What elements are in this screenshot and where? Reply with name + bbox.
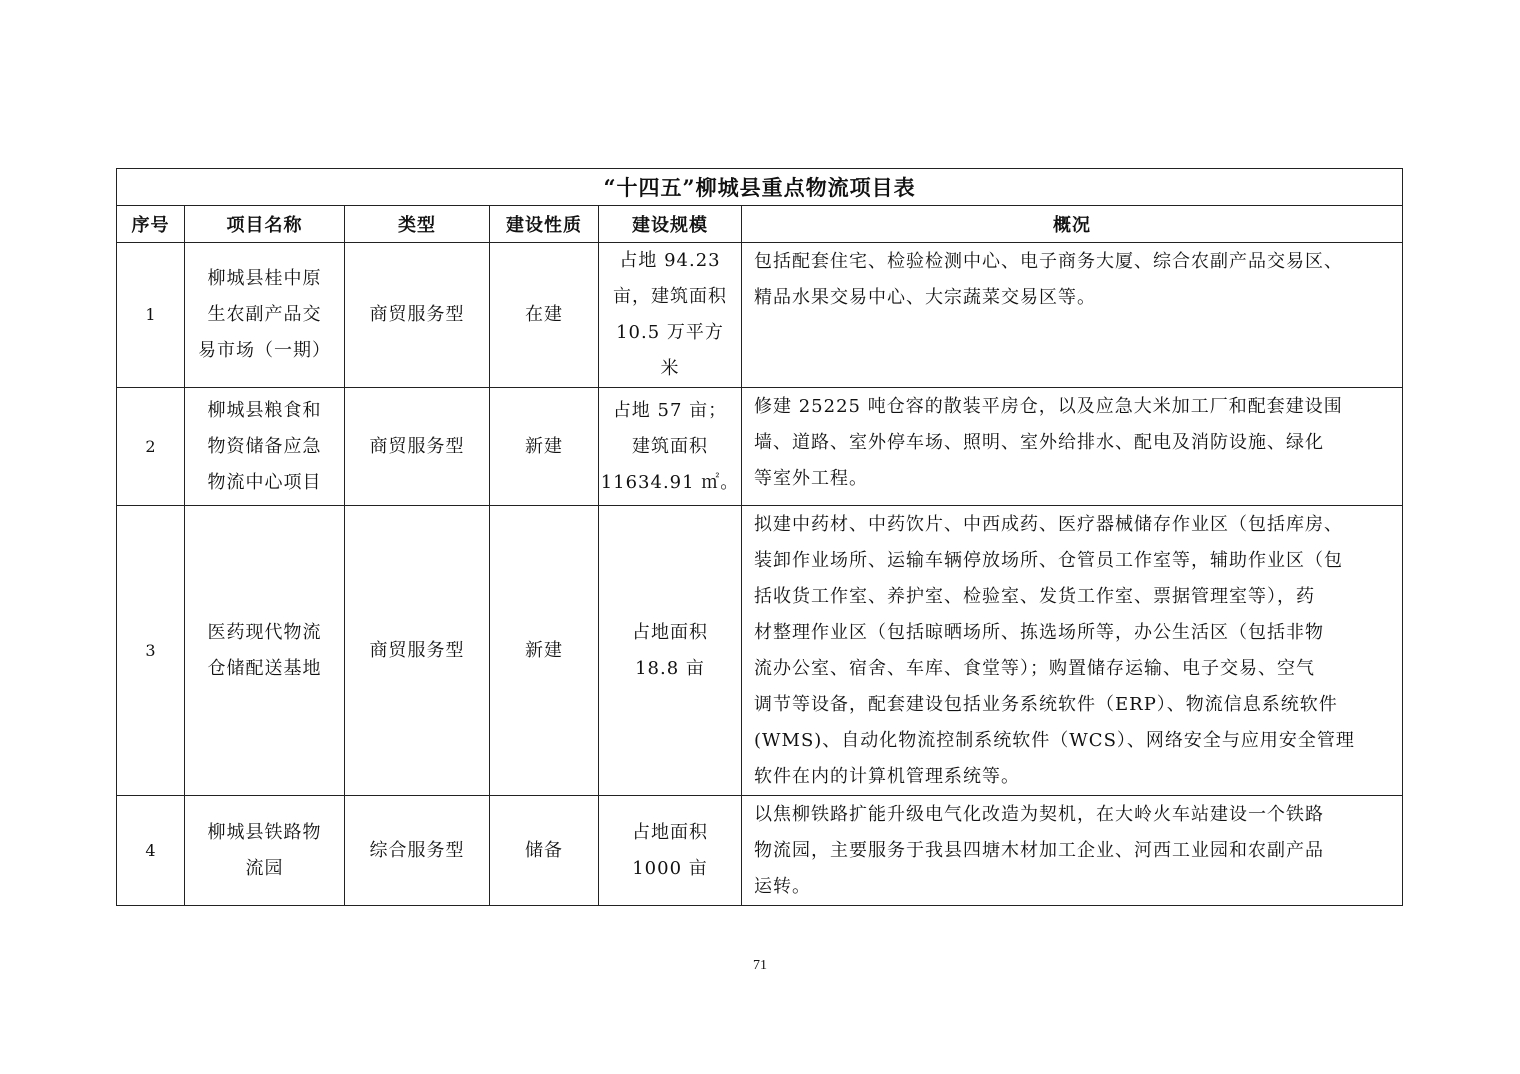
scale-line: 亩，建筑面积 <box>613 286 727 307</box>
row-number: 3 <box>117 506 185 796</box>
project-name-line: 柳城县粮食和 <box>207 399 322 421</box>
project-overview <box>742 388 1403 506</box>
overview-line: 拟建中药材、中药饮片、中西成药、医疗器械储存作业区（包括库房、 <box>754 514 1343 535</box>
row-number: 1 <box>117 243 185 388</box>
project-name-line: 柳城县桂中原 <box>207 268 322 289</box>
project-type: 综合服务型 <box>345 796 490 906</box>
table-row <box>117 243 1403 388</box>
project-type: 商贸服务型 <box>345 243 490 388</box>
construction-scale <box>599 243 742 388</box>
project-name-line: 易市场（一期） <box>198 340 331 361</box>
overview-line: 流办公室、宿舍、车库、食堂等）；购置储存运输、电子交易、空气 <box>754 658 1315 679</box>
project-name-line: 医药现代物流 <box>207 621 322 643</box>
project-name-line: 流园 <box>245 857 284 879</box>
project-overview <box>742 796 1403 906</box>
overview-line: 修建 25225 吨仓容的散装平房仓，以及应急大米加工厂和配套建设围 <box>754 396 1343 417</box>
project-type: 商贸服务型 <box>345 506 490 796</box>
construction-scale <box>599 796 742 906</box>
project-name-line: 柳城县铁路物 <box>207 821 322 843</box>
scale-line: 18.8 亩 <box>635 657 705 679</box>
scale-line: 占地 57 亩； <box>612 399 728 421</box>
construction-scale <box>599 388 742 506</box>
header-name: 项目名称 <box>185 206 345 243</box>
page-number: 71 <box>753 958 767 973</box>
overview-line: 软件在内的计算机管理系统等。 <box>754 766 1020 787</box>
table-title: “十四五”柳城县重点物流项目表 <box>117 169 1403 206</box>
construction-nature: 新建 <box>490 388 599 506</box>
scale-line: 10.5 万平方 <box>616 322 724 343</box>
scale-line: 占地面积 <box>632 621 708 643</box>
scale-line: 占地面积 <box>632 821 708 843</box>
row-number: 2 <box>117 388 185 506</box>
project-name <box>185 796 345 906</box>
table-row <box>117 506 1403 796</box>
overview-line: 等室外工程。 <box>754 468 868 489</box>
project-name-line: 生农副产品交 <box>207 304 322 325</box>
header-type: 类型 <box>345 206 490 243</box>
overview-line: 精品水果交易中心、大宗蔬菜交易区等。 <box>754 287 1096 308</box>
project-type: 商贸服务型 <box>345 388 490 506</box>
header-no: 序号 <box>117 206 185 243</box>
header-nature: 建设性质 <box>490 206 599 243</box>
overview-line: 装卸作业场所、运输车辆停放场所、仓管员工作室等，辅助作业区（包 <box>754 550 1343 571</box>
overview-line: 调节等设备，配套建设包括业务系统软件（ERP）、物流信息系统软件 <box>754 694 1338 715</box>
construction-scale <box>599 506 742 796</box>
project-name <box>185 506 345 796</box>
overview-line: 材整理作业区（包括晾晒场所、拣选场所等，办公生活区（包括非物 <box>754 622 1324 643</box>
project-overview <box>742 506 1403 796</box>
overview-line: 物流园，主要服务于我县四塘木材加工企业、河西工业园和农副产品 <box>754 840 1324 861</box>
construction-nature: 新建 <box>490 506 599 796</box>
header-scale: 建设规模 <box>599 206 742 243</box>
project-name-line: 仓储配送基地 <box>207 657 322 679</box>
scale-line: 占地 94.23 <box>619 250 721 271</box>
overview-line: 包括配套住宅、检验检测中心、电子商务大厦、综合农副产品交易区、 <box>754 251 1343 272</box>
project-name-line: 物资储备应急 <box>207 435 322 457</box>
project-table <box>116 168 1403 906</box>
scale-line: 建筑面积 <box>632 435 708 457</box>
project-name-line: 物流中心项目 <box>207 471 322 493</box>
overview-line: 墙、道路、室外停车场、照明、室外给排水、配电及消防设施、绿化 <box>754 432 1324 453</box>
overview-line: 运转。 <box>754 876 811 897</box>
overview-line: 括收货工作室、养护室、检验室、发货工作室、票据管理室等），药 <box>754 586 1315 607</box>
project-name <box>185 388 345 506</box>
row-number: 4 <box>117 796 185 906</box>
scale-line: 11634.91 ㎡。 <box>600 471 740 493</box>
overview-line: (WMS)、自动化物流控制系统软件（WCS）、网络安全与应用安全管理 <box>754 730 1355 751</box>
table-row <box>117 388 1403 506</box>
construction-nature: 储备 <box>490 796 599 906</box>
header-overview: 概况 <box>742 206 1403 243</box>
scale-line: 1000 亩 <box>632 857 708 879</box>
project-name <box>185 243 345 388</box>
project-overview <box>742 243 1403 388</box>
scale-line: 米 <box>660 358 680 379</box>
construction-nature: 在建 <box>490 243 599 388</box>
overview-line: 以焦柳铁路扩能升级电气化改造为契机，在大岭火车站建设一个铁路 <box>754 804 1324 825</box>
table-row <box>117 796 1403 906</box>
